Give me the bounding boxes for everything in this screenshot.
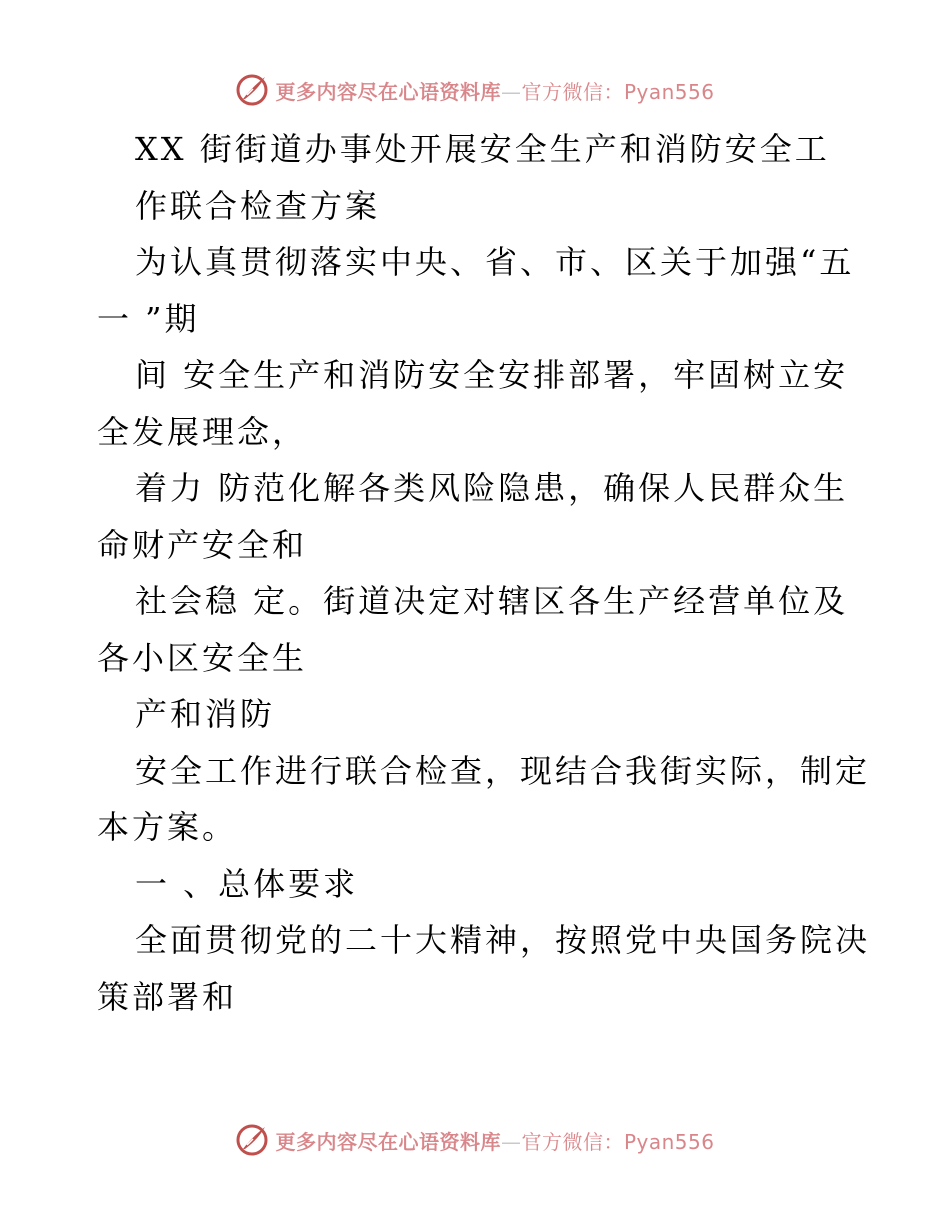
document-line: 各小区安全生 <box>97 638 308 677</box>
document-line: 社会稳 定。街道决定对辖区各生产经营单位及 <box>135 582 849 620</box>
watermark-wechat-text: 官方微信：Pyan556 <box>521 79 715 104</box>
document-line: 一 、总体要求 <box>135 864 359 903</box>
document-line: 一 ”期 <box>97 299 200 338</box>
watermark-wechat-text: 官方微信：Pyan556 <box>521 1129 715 1154</box>
document-line: 为认真贯彻落实中央、省、市、区关于加强“五 <box>135 243 855 281</box>
document-line: 间 安全生产和消防安全安排部署，牢固树立安 <box>135 356 849 394</box>
document-line: 安全工作进行联合检查，现结合我街实际，制定 <box>135 751 871 790</box>
watermark-banner-bottom <box>0 1118 950 1162</box>
document-line: 命财产安全和 <box>97 525 308 564</box>
watermark-banner-top <box>0 68 950 112</box>
document-line: 本方案。 <box>97 808 238 846</box>
document-line: 全面贯彻党的二十大精神，按照党中央国务院决 <box>135 921 871 959</box>
watermark-site-text: 更多内容尽在心语资料库 <box>275 79 501 104</box>
document-line: 策部署和 <box>97 977 238 1016</box>
watermark-separator: — <box>500 1129 522 1154</box>
feather-logo-icon <box>235 73 269 107</box>
document-line: 产和消防 <box>135 695 276 733</box>
watermark-site-text: 更多内容尽在心语资料库 <box>275 1129 501 1154</box>
document-line: 全发展理念， <box>97 412 308 451</box>
document-line: XX 街街道办事处开展安全生产和消防安全工 <box>135 130 830 168</box>
watermark-separator: — <box>500 79 522 104</box>
feather-logo-icon <box>235 1123 269 1157</box>
document-line: 着力 防范化解各类风险隐患，确保人民群众生 <box>135 469 849 507</box>
document-body <box>97 121 871 1025</box>
document-line: 作联合检查方案 <box>135 186 381 225</box>
